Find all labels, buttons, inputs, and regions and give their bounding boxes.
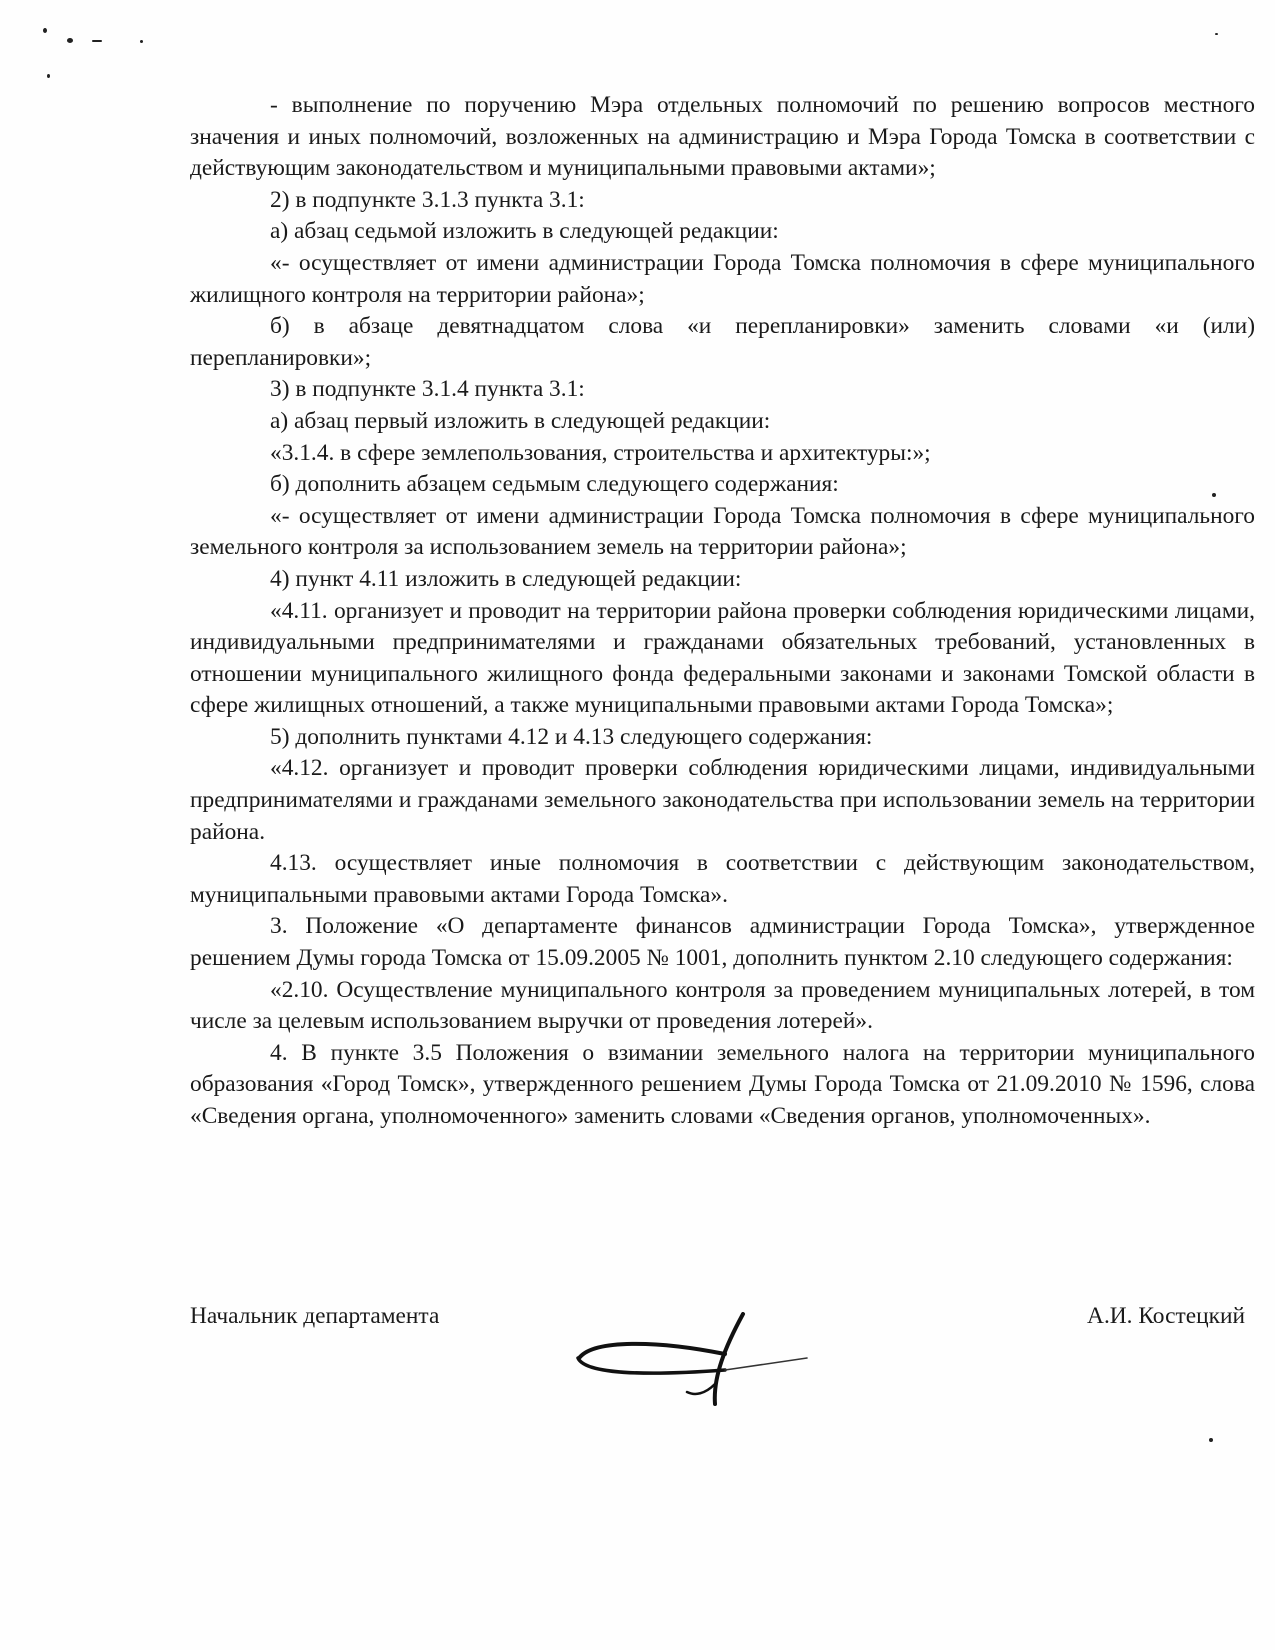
paragraph: а) абзац первый изложить в следующей редакции: [270,407,771,434]
paragraph: а) абзац седьмой изложить в следующей редакции: [270,218,779,245]
scan-speck [67,38,73,43]
paragraph: «- осуществляет от имени администрации Города Томска полномочия в сфере муниципального земельного контроля за использованием земель на территории района»; [190,502,1255,561]
paragraph: 4.13. осуществляет иные полномочия в соответствии с действующим законодательством, муниципальными правовыми актами Города Томска». [190,850,1255,908]
paragraph: - выполнение по поручению Мэра отдельных полномочий по решению вопросов местного значения и иных полномочий, возложенных на администрацию и Мэра Города Томска в соответствии с действующим законодательством и муниципальными правовыми актами»; [190,92,1255,182]
document-body [190,90,1255,1133]
paragraph: б) дополнить абзацем седьмым следующего содержания: [270,471,839,498]
signer-name: А.И. Костецкий [1087,1303,1245,1329]
scan-speck [1215,33,1218,35]
paragraph: 4. В пункте 3.5 Положения о взимании земельного налога на территории муниципального образования «Город Томск», утвержденного решением Думы Города Томска от 21.09.2010 № 1596, слова «Сведения органа, уполномоченного» заменить словами «Сведения органов, уполномоченных». [190,1039,1255,1129]
scan-speck [1209,1438,1213,1442]
scan-speck [43,28,47,33]
paragraph: «4.11. организует и проводит на территории района проверки соблюдения юридическими лицами, индивидуальными предпринимателями и гражданами обязательных требований, установленных в отношении муниципального жилищного фонда федеральными законами и законами Томской области в сфере жилищных отношений, а также муниципальными правовыми актами Города Томска»; [190,597,1255,719]
paragraph: «- осуществляет от имени администрации Города Томска полномочия в сфере муниципального жилищного контроля на территории района»; [190,249,1255,308]
paragraph: 2) в подпункте 3.1.3 пункта 3.1: [270,186,585,213]
handwritten-signature [575,1312,815,1412]
scan-speck [47,74,50,78]
paragraph: «3.1.4. в сфере землепользования, строительства и архитектуры:»; [270,439,931,466]
paragraph: 3. Положение «О департаменте финансов администрации Города Томска», утвержденное решением Думы города Томска от 15.09.2005 № 1001, дополнить пунктом 2.10 следующего содержания: [190,913,1255,972]
paragraph: б) в абзаце девятнадцатом слова «и перепланировки» заменить словами «и (или) перепланировки»; [190,313,1255,371]
paragraph: 4) пункт 4.11 изложить в следующей редакции: [270,565,742,592]
signer-position: Начальник департамента [190,1303,440,1329]
scan-speck [140,40,143,43]
paragraph: «4.12. организует и проводит проверки соблюдения юридическими лицами, индивидуальными предпринимателями и гражданами земельного законодательства при использовании земель на территории района. [190,755,1255,845]
paragraph: 3) в подпункте 3.1.4 пункта 3.1: [270,376,585,403]
paragraph: 5) дополнить пунктами 4.12 и 4.13 следующего содержания: [270,723,873,750]
scan-speck [92,40,102,42]
paragraph: «2.10. Осуществление муниципального контроля за проведением муниципальных лотерей, в том числе за целевым использованием выручки от проведения лотерей». [190,976,1255,1035]
